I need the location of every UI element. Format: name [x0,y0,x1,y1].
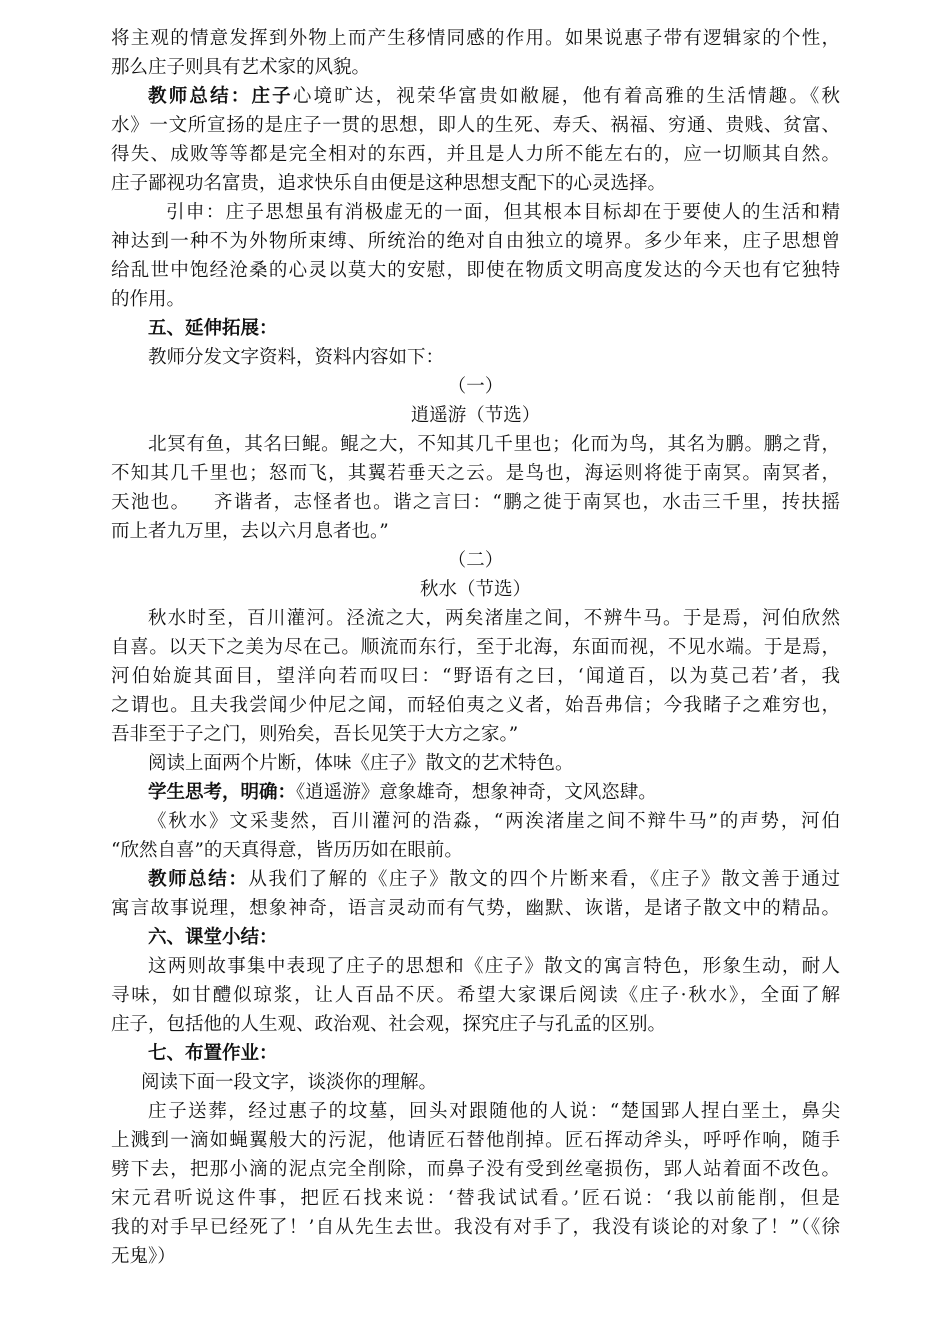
text-line: 秋水时至，百川灌河。泾流之大，两矣渚崖之间，不辨牛马。于是焉，河伯欣然 [148,608,840,629]
text-line: 庄子，包括他的人生观、政治观、社会观，探究庄子与孔孟的区别。 [111,1014,667,1035]
text-line: 教师分发文字资料，资料内容如下： [148,347,445,368]
document-page [111,24,840,1271]
text-line: 河伯始旋其面目，望洋向若而叹曰：“野语有之曰，‘闻道百，以为莫己若’者，我 [111,666,840,687]
text-line: 阅读上面两个片断，体味《庄子》散文的艺术特色。 [148,753,574,774]
text-line: 神达到一种不为外物所束缚、所统治的绝对自由独立的境界。多少年来，庄子思想曾 [111,231,840,252]
text-line: 这两则故事集中表现了庄子的思想和《庄子》散文的寓言特色，形象生动，耐人 [148,956,840,977]
text-line: 劈下去，把那小滴的泥点完全削除，而鼻子没有受到丝毫损伤，郢人站着面不改色。 [111,1159,840,1180]
text-line: 宋元君听说这件事，把匠石找来说：‘替我试试看。’匠石说：‘我以前能削，但是 [111,1188,840,1209]
teacher-summary-paragraph [111,865,840,894]
teacher-summary-paragraph [111,82,840,111]
text-fragment: 天池也。 [111,492,191,513]
text-line: 自喜。以天下之美为尽在己。顺流而东行，至于北海，东面而视，不见水端。于是焉， [111,637,840,658]
student-answer-label: 学生思考，明确： [148,782,297,803]
section-heading-5: 五、延伸拓展： [148,318,278,339]
excerpt-number: （一） [447,376,504,397]
section-heading-6: 六、课堂小结： [148,927,278,948]
text-line: 从我们了解的《庄子》散文的四个片断来看，《庄子》散文善于通过 [248,869,840,890]
excerpt-title: 秋水（节选） [419,579,531,600]
text-line: 上溅到一滴如蝇翼般大的污泥，他请匠石替他削掉。匠石挥动斧头，呼呼作响，随手 [111,1130,840,1151]
text-line: 北冥有鱼，其名曰鲲。鲲之大，不知其几千里也；化而为鸟，其名为鹏。鹏之背， [148,434,840,455]
text-line: 寻味，如甘醴似琼浆，让人百品不厌。希望大家课后阅读《庄子·秋水》，全面了解 [111,985,840,1006]
text-line: 那么庄子则具有艺术家的风貌。 [111,57,371,78]
text-line: 我的对手早已经死了！’自从先生去世。我没有对手了，我没有谈论的对象了！”（《徐 [111,1217,840,1238]
text-line: 引申：庄子思想虽有消极虚无的一面，但其根本目标却在于要使人的生活和精 [166,202,840,223]
section-heading-7: 七、布置作业： [148,1043,278,1064]
text-line: 心境旷达，视荣华富贵如敝屣，他有着高雅的生活情趣。《秋 [292,86,840,107]
text-fragment: 齐谐者，志怪者也。谐之言曰：“鹏之徙于南冥也，水击三千里，抟扶摇 [212,492,840,513]
teacher-summary-label: 教师总结：庄子 [148,86,293,107]
text-line: 之谓也。且夫我尝闻少仲尼之闻，而轻伯夷之义者，始吾弗信；今我睹子之难穷也， [111,695,840,716]
text-line: 给乱世中饱经沧桑的心灵以莫大的安慰，即使在物质文明高度发达的今天也有它独特 [111,260,840,281]
text-line [111,488,840,517]
teacher-summary-label: 教师总结： [148,869,249,890]
text-line: 阅读下面一段文字，谈淡你的理解。 [141,1072,438,1093]
text-line: “欣然自喜”的天真得意，皆历历如在眼前。 [111,840,463,861]
text-line: 的作用。 [111,289,186,310]
text-line: 庄子送葬，经过惠子的坟墓，回头对跟随他的人说：“楚国郢人捏白垩土，鼻尖 [148,1101,840,1122]
text-line: 水》一文所宣扬的是庄子一贯的思想，即人的生死、寿夭、祸福、穷通、贵贱、贫富、 [111,115,840,136]
text-line: 吾非至于子之门，则殆矣，吾长见笑于大方之家。” [111,724,519,745]
text-line: 不知其几千里也；怒而飞，其翼若垂天之云。是鸟也，海运则将徙于南冥。南冥者， [111,463,840,484]
student-answer-paragraph [111,778,840,807]
text-line: 《秋水》文采斐然，百川灌河的浩淼，“两涘渚崖之间不辩牛马”的声势，河伯 [148,811,840,832]
text-line: 庄子鄙视功名富贵，追求快乐自由便是这种思想支配下的心灵选择。 [111,173,667,194]
text-line: 《逍遥游》意象雄奇，想象神奇，文风恣肆。 [296,782,657,803]
text-line: 寓言故事说理，想象神奇，语言灵动而有气势，幽默、诙谐，是诸子散文中的精品。 [111,898,840,919]
excerpt-title: 逍遥游（节选） [410,405,541,426]
text-line: 而上者九万里，去以六月息者也。” [111,521,389,542]
text-line: 得失、成败等等都是完全相对的东西，并且是人力所不能左右的，应一切顺其自然。 [111,144,840,165]
text-line: 将主观的情意发挥到外物上而产生移情同感的作用。如果说惠子带有逻辑家的个性， [111,28,840,49]
excerpt-number: （二） [447,550,504,571]
text-line: 无鬼》） [111,1246,176,1267]
